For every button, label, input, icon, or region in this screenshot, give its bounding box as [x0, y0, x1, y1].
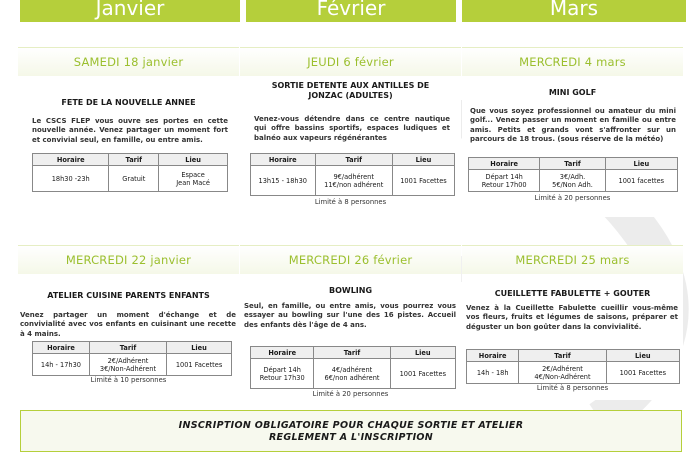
- event-date-heading: JEUDI 6 février: [240, 47, 461, 76]
- event-card-fete-nouvelle-annee: [18, 47, 239, 207]
- horaire-cell: 14h - 17h30: [33, 354, 90, 376]
- horaire-cell: Départ 14h Retour 17h00: [469, 170, 540, 192]
- event-card-mini-golf: [462, 47, 683, 217]
- tarif-cell: 2€/Adhérent 3€/Non-Adhérent: [89, 354, 166, 376]
- month-tab-janvier: Janvier: [20, 0, 240, 22]
- tarif-header: Tarif: [314, 347, 390, 359]
- event-description: Que vous soyez professionnel ou amateur du mini golf... Venez passer un moment en famille ou entre amis. Petits et grands vont s'affronter sur un parcours de 18 trous. (sous réserve de la météo): [470, 107, 676, 144]
- horaire-header: Horaire: [469, 158, 540, 170]
- tarif-cell: 3€/Adh. 5€/Non Adh.: [540, 170, 605, 192]
- tarif-header: Tarif: [89, 342, 166, 354]
- event-title: ATELIER CUISINE PARENTS ENFANTS: [47, 291, 210, 300]
- event-description: Venez-vous détendre dans ce centre nautique qui offre bassins sportifs, espaces ludiques et balnéo aux vapeurs régénérantes: [254, 115, 450, 142]
- event-info-table: [250, 346, 456, 389]
- tarif-header: Tarif: [109, 154, 159, 166]
- event-card-atelier-cuisine: [18, 245, 239, 395]
- lieu-header: Lieu: [390, 347, 455, 359]
- lieu-cell: 1001 facettes: [605, 170, 677, 192]
- lieu-header: Lieu: [606, 350, 679, 362]
- event-card-antilles-jonzac: [240, 47, 461, 217]
- horaire-cell: Départ 14h Retour 17h30: [251, 359, 314, 389]
- lieu-header: Lieu: [605, 158, 677, 170]
- event-date-heading: MERCREDI 26 février: [240, 245, 461, 274]
- lieu-header: Lieu: [392, 154, 454, 166]
- event-title: MINI GOLF: [548, 88, 597, 97]
- tarif-cell: 4€/adhérent 6€/non adhérent: [314, 359, 390, 389]
- registration-line-1: INSCRIPTION OBLIGATOIRE POUR CHAQUE SORTIE ET ATELIER: [178, 420, 524, 431]
- month-tab-mars: Mars: [462, 0, 686, 22]
- tarif-header: Tarif: [540, 158, 605, 170]
- horaire-header: Horaire: [251, 154, 316, 166]
- event-card-cueillette-fabulette: [462, 245, 683, 400]
- lieu-header: Lieu: [167, 342, 232, 354]
- tarif-header: Tarif: [519, 350, 606, 362]
- tarif-header: Tarif: [315, 154, 392, 166]
- event-date-heading: MERCREDI 22 janvier: [18, 245, 239, 274]
- tarif-cell: 2€/Adhérent 4€/Non-Adhérent: [519, 362, 606, 384]
- event-description: Venez à la Cueillette Fabulette cueillir vous-même vos fleurs, fruits et légumes de saisons, préparer et déguster un bon goûter dans la convivialité.: [466, 304, 678, 331]
- event-title: BOWLING: [328, 286, 373, 295]
- event-limit: Limité à 20 personnes: [534, 194, 611, 202]
- tarif-cell: Gratuit: [109, 166, 159, 192]
- lieu-cell: 1001 Facettes: [606, 362, 679, 384]
- event-card-bowling: [240, 245, 461, 400]
- event-title: SORTIE DETENTE AUX ANTILLES DE JONZAC (ADULTES): [271, 81, 430, 100]
- tarif-cell: 9€/adhérent 11€/non adhérent: [315, 166, 392, 196]
- event-info-table: [32, 153, 228, 192]
- lieu-cell: Espace Jean Macé: [159, 166, 228, 192]
- horaire-header: Horaire: [33, 154, 109, 166]
- event-info-table: [468, 157, 678, 192]
- event-limit: Limité à 8 personnes: [536, 384, 609, 392]
- event-date-heading: MERCREDI 25 mars: [462, 245, 683, 274]
- horaire-cell: 14h - 18h: [467, 362, 519, 384]
- lieu-cell: 1001 Facettes: [390, 359, 455, 389]
- event-description: Seul, en famille, ou entre amis, vous pourrez vous essayer au bowling sur l'une des 16 pistes. Accueil des enfants dès l'âge de 4 ans.: [244, 302, 456, 329]
- lieu-cell: 1001 Facettes: [392, 166, 454, 196]
- event-title: FETE DE LA NOUVELLE ANNEE: [61, 98, 196, 107]
- lieu-cell: 1001 Facettes: [167, 354, 232, 376]
- registration-line-2: REGLEMENT A L'INSCRIPTION: [268, 432, 434, 443]
- event-date-heading: SAMEDI 18 janvier: [18, 47, 239, 76]
- event-date-heading: MERCREDI 4 mars: [462, 47, 683, 76]
- horaire-header: Horaire: [33, 342, 90, 354]
- event-info-table: [32, 341, 232, 376]
- horaire-cell: 13h15 - 18h30: [251, 166, 316, 196]
- event-title: CUEILLETTE FABULETTE + GOUTER: [494, 289, 651, 298]
- horaire-cell: 18h30 -23h: [33, 166, 109, 192]
- lieu-header: Lieu: [159, 154, 228, 166]
- event-info-table: [250, 153, 455, 196]
- event-limit: Limité à 20 personnes: [312, 390, 389, 398]
- event-limit: Limité à 8 personnes: [314, 198, 387, 206]
- month-tab-fevrier: Février: [246, 0, 456, 22]
- event-info-table: [466, 349, 680, 384]
- event-limit: Limité à 10 personnes: [90, 376, 167, 384]
- horaire-header: Horaire: [467, 350, 519, 362]
- event-description: Le CSCS FLEP vous ouvre ses portes en cette nouvelle année. Venez partager un moment fort et convivial seul, en famille, ou entre amis.: [32, 117, 228, 144]
- registration-notice: [20, 410, 682, 452]
- event-description: Venez partager un moment d'échange et de convivialité avec vos enfants en cuisinant une recette à 4 mains.: [20, 311, 236, 338]
- horaire-header: Horaire: [251, 347, 314, 359]
